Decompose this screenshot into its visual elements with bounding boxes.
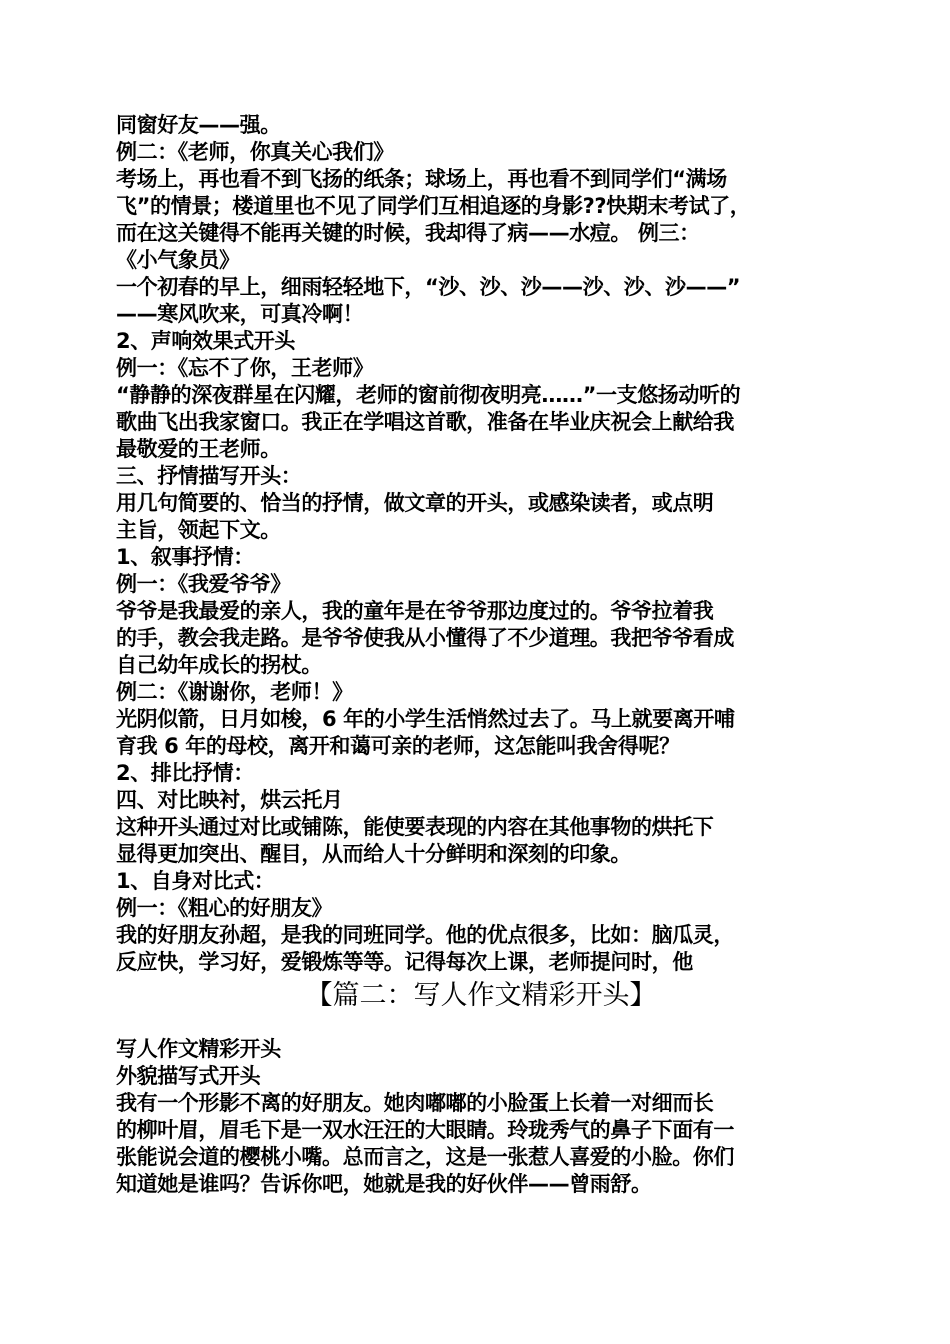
text-line: 的柳叶眉，眉毛下是一双水汪汪的大眼睛。玲珑秀气的鼻子下面有一 [116, 1118, 734, 1142]
text-line: 我的好朋友孙超，是我的同班同学。他的优点很多，比如：脑瓜灵， [116, 923, 734, 947]
text-line: 2、排比抒情： [116, 761, 254, 785]
text-line: 歌曲飞出我家窗口。我正在学唱这首歌，准备在毕业庆祝会上献给我 [116, 410, 734, 434]
text-line: 我有一个形影不离的好朋友。她肉嘟嘟的小脸蛋上长着一对细而长 [116, 1091, 714, 1115]
text-line: 光阴似箭，日月如梭，6 年的小学生活悄然过去了。马上就要离开哺 [116, 707, 735, 731]
text-line: 知道她是谁吗？告诉你吧，她就是我的好伙伴——曾雨舒。 [116, 1172, 652, 1196]
text-line: 考场上，再也看不到飞扬的纸条；球场上，再也看不到同学们“满场 [116, 167, 727, 191]
text-line: 例一：《我爱爷爷》 [116, 572, 291, 596]
text-line: 飞”的情景；楼道里也不见了同学们互相追逐的身影??快期末考试了， [116, 194, 751, 218]
text-line: 最敬爱的王老师。 [116, 437, 281, 461]
essay-excerpt-part1 [116, 112, 846, 976]
text-line: 一个初春的早上，细雨轻轻地下，“沙、沙、沙——沙、沙、沙——” [116, 275, 741, 299]
text-line: 用几句简要的、恰当的抒情，做文章的开头，或感染读者，或点明 [116, 491, 714, 515]
text-line: 1、叙事抒情： [116, 545, 254, 569]
text-line: 显得更加突出、醒目，从而给人十分鲜明和深刻的印象。 [116, 842, 631, 866]
document-body [116, 112, 846, 1198]
text-line: 写人作文精彩开头 [116, 1037, 281, 1061]
text-line: 三、抒情描写开头： [116, 464, 302, 488]
text-line: 育我 6 年的母校，离开和蔼可亲的老师，这怎能叫我舍得呢？ [116, 734, 680, 758]
text-line: 例一：《忘不了你，王老师》 [116, 356, 374, 380]
text-line: 《小气象员》 [116, 248, 240, 272]
text-line: 爷爷是我最爱的亲人，我的童年是在爷爷那边度过的。爷爷拉着我 [116, 599, 714, 623]
text-line: 主旨，领起下文。 [116, 518, 281, 542]
text-line: 张能说会道的樱桃小嘴。总而言之，这是一张惹人喜爱的小脸。你们 [116, 1145, 734, 1169]
essay-excerpt-part2 [116, 1036, 846, 1198]
text-line: 外貌描写式开头 [116, 1064, 261, 1088]
text-line: “静静的深夜群星在闪耀，老师的窗前彻夜明亮……”一支悠扬动听的 [116, 383, 741, 407]
section-heading: 【篇二：写人作文精彩开头】 [305, 980, 657, 1011]
text-line: 反应快，学习好，爱锻炼等等。记得每次上课，老师提问时，他 [116, 950, 693, 974]
text-line: 四、对比映衬，烘云托月 [116, 788, 343, 812]
text-line: 自己幼年成长的拐杖。 [116, 653, 322, 677]
text-line: 2、声响效果式开头 [116, 329, 296, 353]
text-line: ——寒风吹来，可真冷啊！ [116, 302, 364, 326]
text-line: 例一：《粗心的好朋友》 [116, 896, 333, 920]
text-line: 而在这关键得不能再关键的时候，我却得了病——水痘。 例三： [116, 221, 700, 245]
text-line: 1、自身对比式： [116, 869, 275, 893]
text-line: 的手，教会我走路。是爷爷使我从小懂得了不少道理。我把爷爷看成 [116, 626, 734, 650]
text-line: 例二：《老师，你真关心我们》 [116, 140, 394, 164]
text-line: 例二：《谢谢你，老师！》 [116, 680, 353, 704]
text-line: 这种开头通过对比或铺陈，能使要表现的内容在其他事物的烘托下 [116, 815, 714, 839]
text-line: 同窗好友——强。 [116, 113, 281, 137]
